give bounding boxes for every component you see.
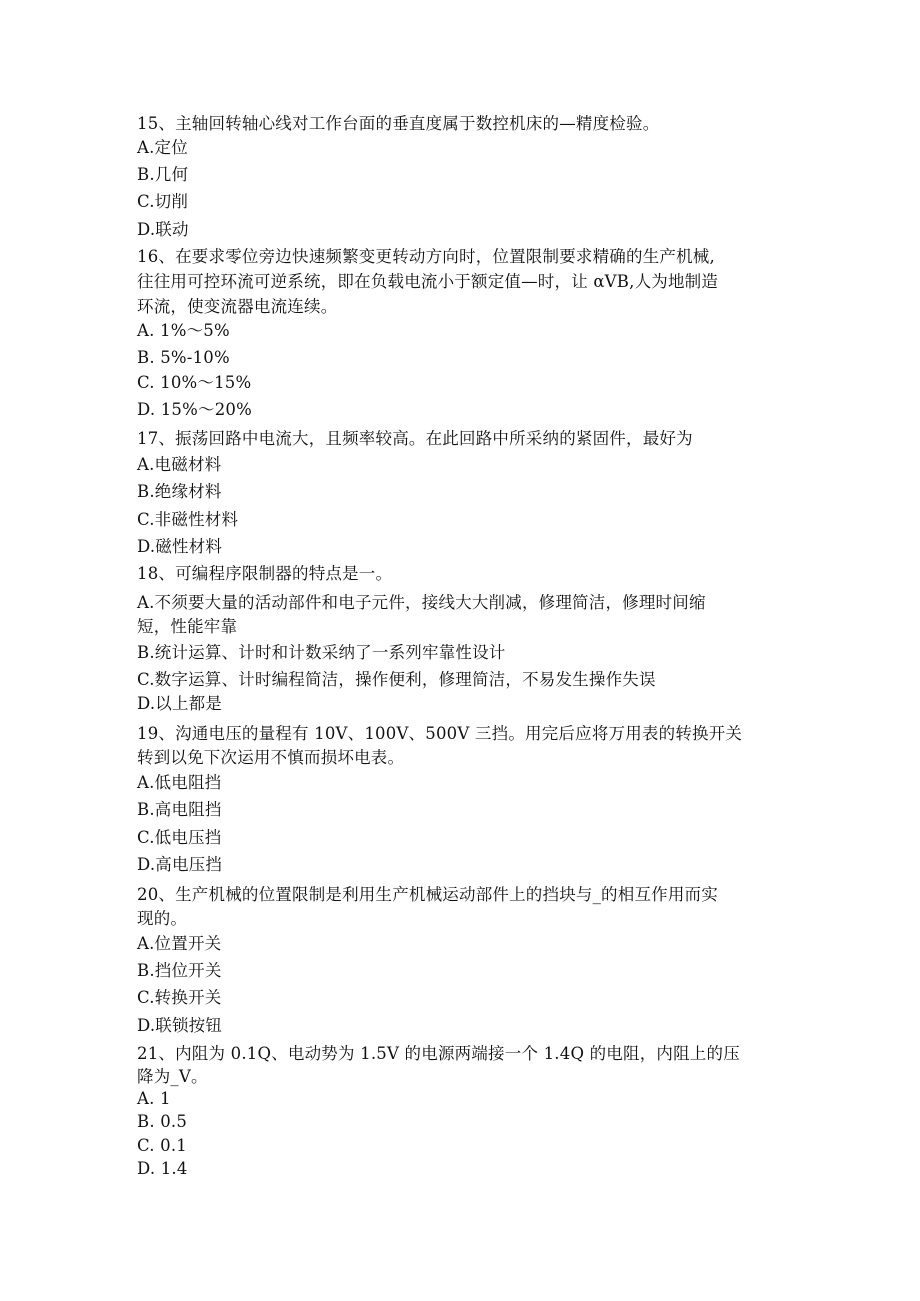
- question-21-option-c: C. 0.1: [137, 1136, 187, 1155]
- question-17-stem: 17、振荡回路中电流大，且频率较高。在此回路中所采纳的紧固件，最好为: [137, 429, 693, 448]
- question-15-option-b: B.几何: [137, 165, 189, 184]
- question-18-option-c: C.数字运算、计时编程简洁，操作便利，修理简洁，不易发生操作失误: [137, 670, 656, 689]
- question-15-option-c: C.切削: [137, 192, 189, 211]
- question-17-option-c: C.非磁性材料: [137, 510, 239, 529]
- question-15-option-d: D.联动: [137, 220, 189, 239]
- question-19-stem-line-2: 转到以免下次运用不慎而损坏电表。: [137, 748, 405, 767]
- question-16-option-a: A. 1%～5%: [137, 321, 230, 340]
- question-16-option-d: D. 15%～20%: [137, 400, 252, 419]
- question-21-stem-line-2: 降为_V。: [137, 1067, 208, 1086]
- question-19-option-a: A.低电阻挡: [137, 773, 222, 792]
- question-20-option-c: C.转换开关: [137, 988, 222, 1007]
- question-21-option-b: B. 0.5: [137, 1112, 188, 1131]
- question-16-stem-line-1: 16、在要求零位旁边快速频繁变更转动方向时，位置限制要求精确的生产机械,: [137, 247, 715, 266]
- question-19-option-c: C.低电压挡: [137, 828, 222, 847]
- question-21-option-d: D. 1.4: [137, 1159, 188, 1178]
- question-16-option-b: B. 5%-10%: [137, 348, 230, 367]
- question-16-option-c: C. 10%～15%: [137, 373, 252, 392]
- question-21-option-a: A. 1: [137, 1089, 171, 1108]
- question-18-option-d: D.以上都是: [137, 694, 223, 713]
- question-18-option-a-line-1: A.不须要大量的活动部件和电子元件，接线大大削减，修理简洁，修理时间缩: [137, 593, 706, 612]
- question-17-option-a: A.电磁材料: [137, 455, 222, 474]
- question-17-option-d: D.磁性材料: [137, 537, 223, 556]
- question-20-option-b: B.挡位开关: [137, 961, 222, 980]
- question-20-option-d: D.联锁按钮: [137, 1016, 223, 1035]
- question-21-stem-line-1: 21、内阻为 0.1Q、电动势为 1.5V 的电源两端接一个 1.4Q 的电阻，内阻上的压: [137, 1044, 740, 1063]
- question-18-stem: 18、可编程序限制器的特点是一。: [137, 564, 393, 583]
- question-20-stem-line-1: 20、生产机械的位置限制是利用生产机械运动部件上的挡块与_的相互作用而实: [137, 885, 718, 904]
- question-16-stem-line-3: 环流，使变流器电流连续。: [137, 297, 338, 316]
- question-15-stem: 15、主轴回转轴心线对工作台面的垂直度属于数控机床的—精度检验。: [137, 114, 660, 133]
- question-18-option-b: B.统计运算、计时和计数采纳了一系列牢靠性设计: [137, 643, 506, 662]
- question-16-stem-line-2: 往往用可控环流可逆系统，即在负载电流小于额定值—时，让 αVB,人为地制造: [137, 272, 719, 291]
- question-20-stem-line-2: 现的。: [137, 909, 188, 928]
- question-18-option-a-line-2: 短，性能牢靠: [137, 617, 238, 636]
- question-19-option-b: B.高电阻挡: [137, 800, 222, 819]
- question-20-option-a: A.位置开关: [137, 934, 222, 953]
- question-19-option-d: D.高电压挡: [137, 855, 223, 874]
- question-17-option-b: B.绝缘材料: [137, 482, 222, 501]
- question-15-option-a: A.定位: [137, 138, 188, 157]
- question-19-stem-line-1: 19、沟通电压的量程有 10V、100V、500V 三挡。用完后应将万用表的转换开关: [137, 724, 743, 743]
